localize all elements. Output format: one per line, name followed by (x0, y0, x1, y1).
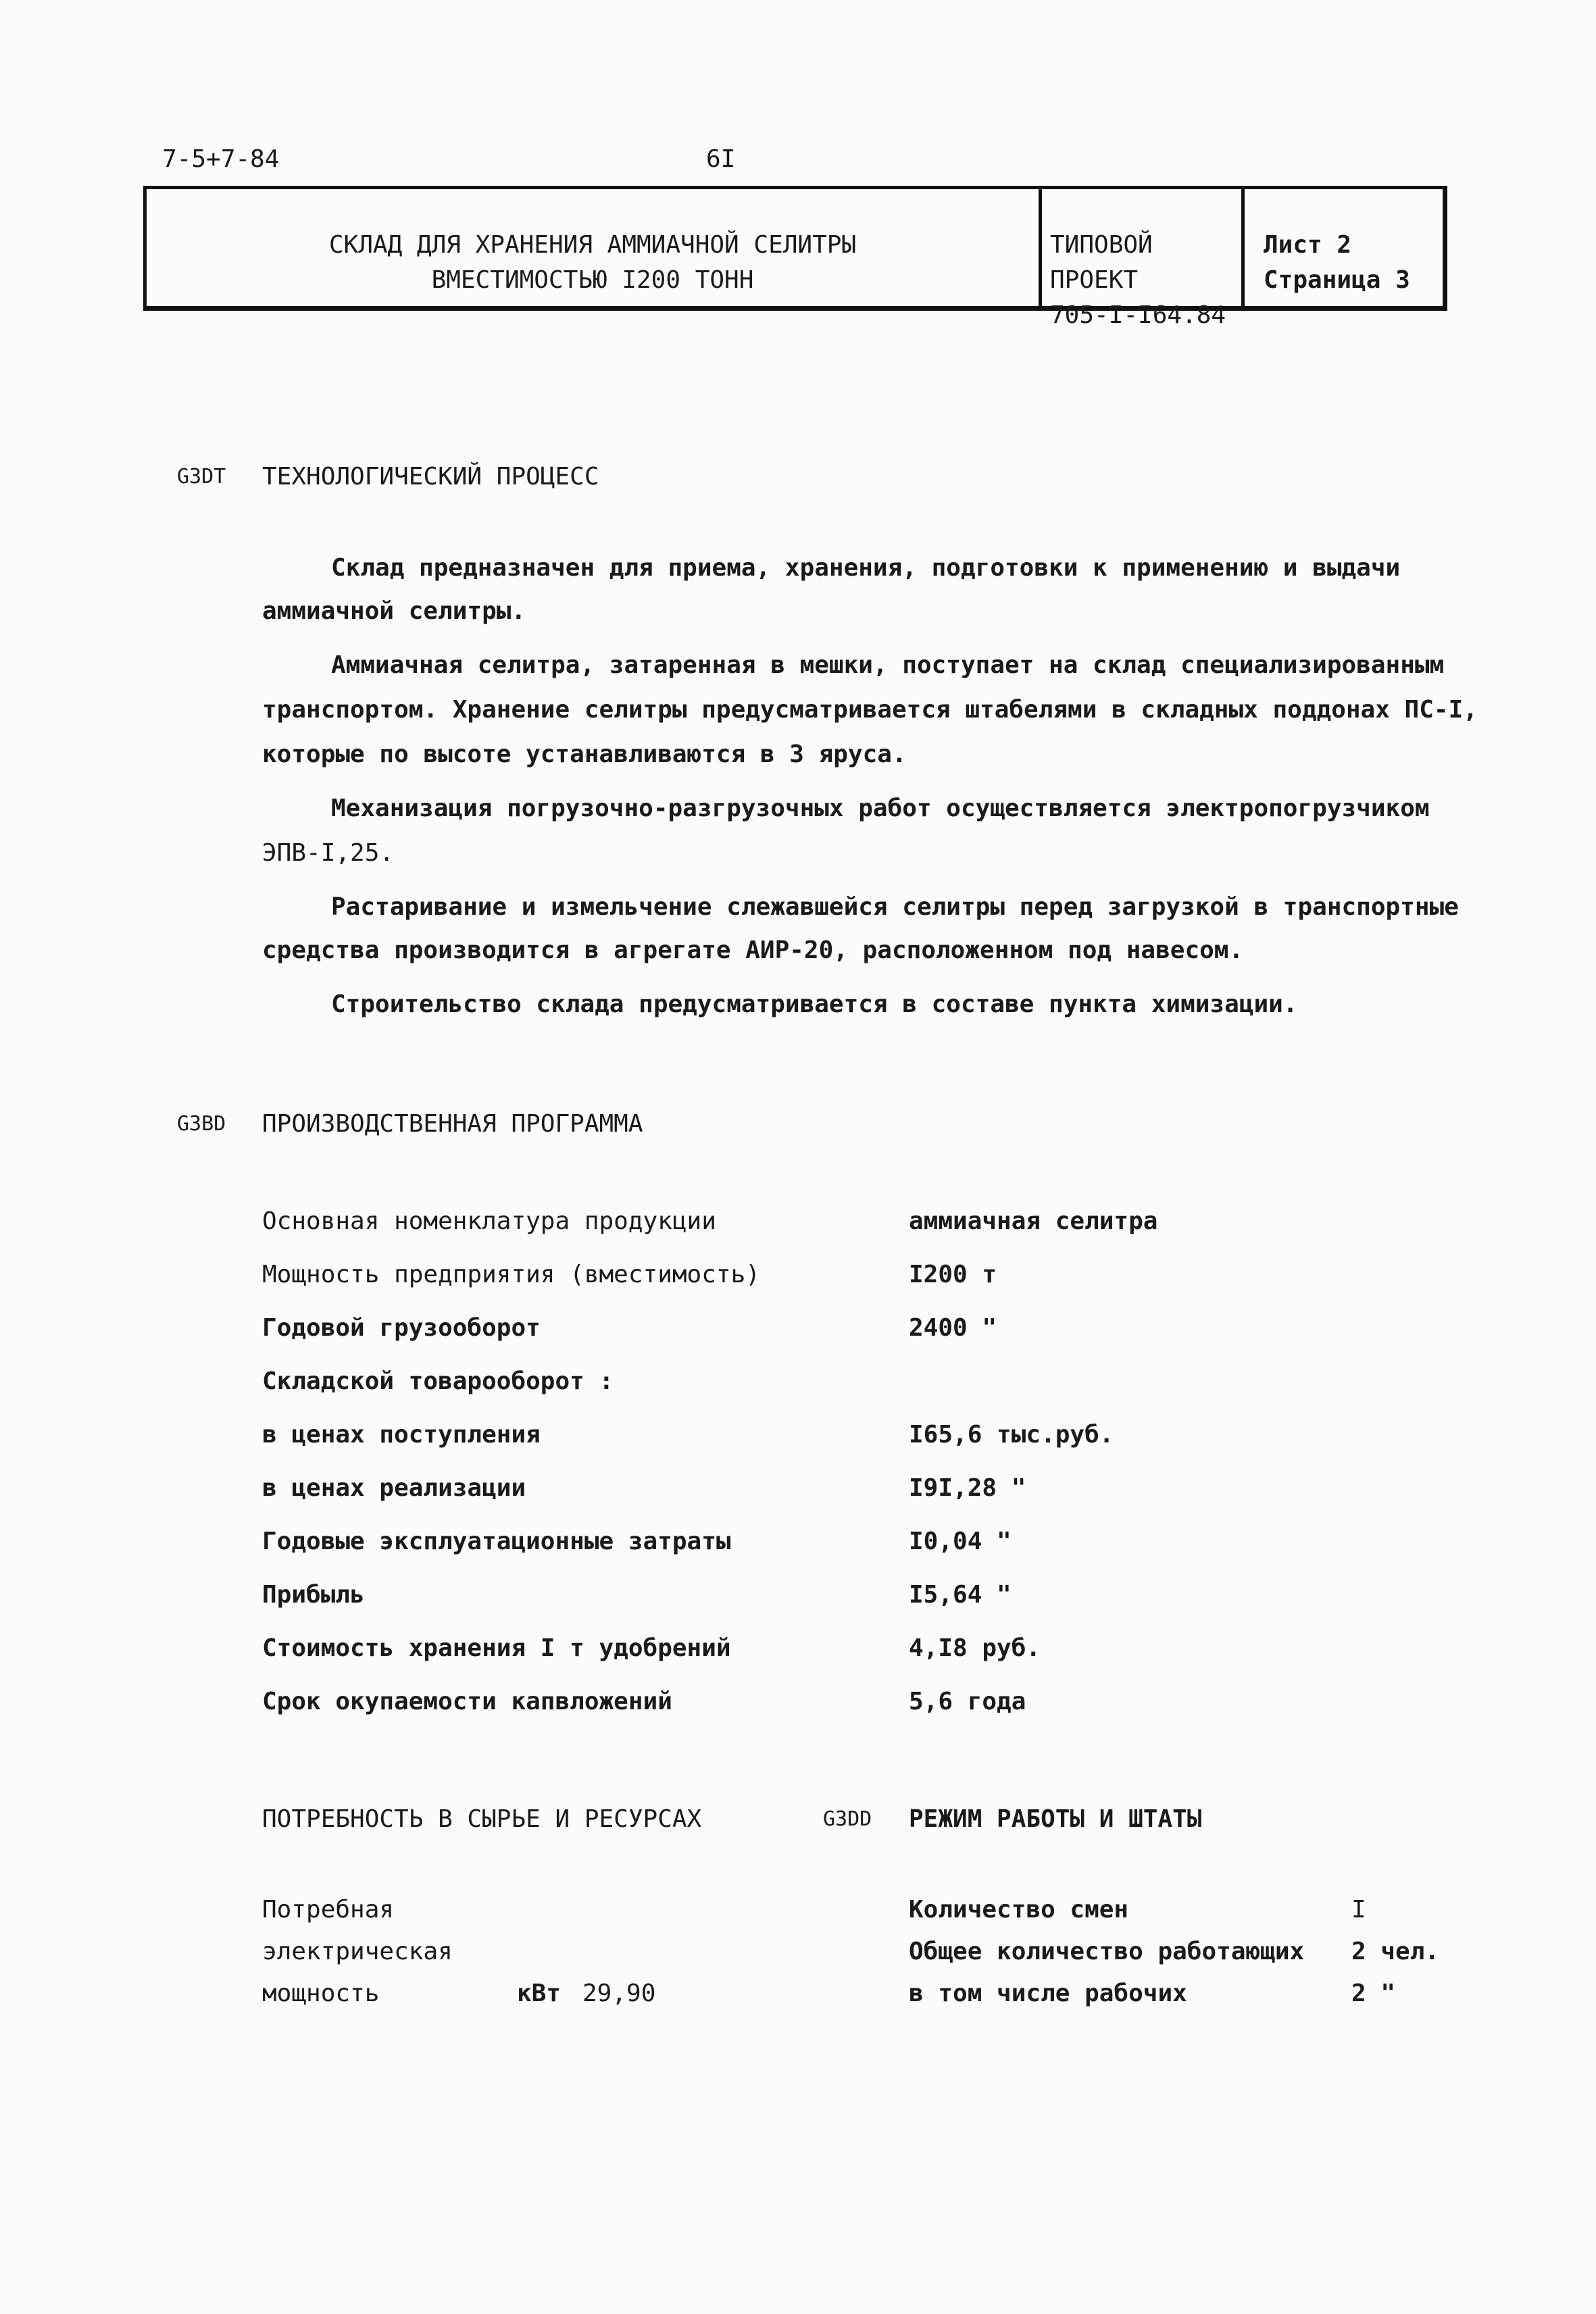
resources-line-1: Потребная (262, 1896, 395, 1923)
page-label: Страница 3 (1264, 266, 1410, 294)
paragraph-1-line-2: аммиачной селитры. (262, 597, 526, 625)
title-cell (147, 189, 1042, 306)
program-value-6: I9I,28 " (909, 1474, 1026, 1502)
program-label-8: Прибыль (262, 1581, 365, 1609)
program-value-2: I200 т (909, 1261, 997, 1288)
sheet-cell (1245, 189, 1447, 306)
paragraph-4-line-1: Растаривание и измельчение слежавшейся селитры перед загрузкой в транспортные (331, 893, 1459, 921)
staff-label-3: в том числе рабочих (909, 1980, 1187, 2007)
staff-label-2: Общее количество работающих (909, 1938, 1305, 1965)
paragraph-3-line-2: ЭПВ-I,25. (262, 839, 395, 867)
resources-line-2: электрическая (262, 1938, 453, 1965)
staff-value-3: 2 " (1351, 1980, 1396, 2007)
program-label-7: Годовые эксплуатационные затраты (262, 1528, 731, 1555)
document-code: 7-5+7-84 (162, 145, 280, 173)
paragraph-2-line-1: Аммиачная селитра, затаренная в мешки, поступает на склад специализированным (331, 651, 1445, 679)
section-heading-process: ТЕХНОЛОГИЧЕСКИЙ ПРОЦЕСС (262, 463, 599, 491)
paragraph-2-line-3: которые по высоте устанавливаются в 3 яруса. (262, 740, 907, 768)
program-label-1: Основная номенклатура продукции (262, 1207, 716, 1235)
resources-line-3: мощность (262, 1980, 380, 2007)
program-value-1: аммиачная селитра (909, 1207, 1158, 1235)
staff-label-1: Количество смен (909, 1896, 1129, 1923)
page-number: 6I (706, 145, 736, 173)
program-label-5: в ценах поступления (262, 1421, 541, 1449)
program-label-9: Стоимость хранения I т удобрений (262, 1634, 731, 1662)
paragraph-4-line-2: средства производится в агрегате АИР-20, расположенном под навесом. (262, 936, 1244, 964)
title-block (143, 186, 1447, 329)
program-label-3: Годовой грузооборот (262, 1314, 541, 1342)
staff-value-1: I (1351, 1896, 1366, 1923)
paragraph-5-line-1: Строительство склада предусматривается в составе пункта химизации. (331, 990, 1298, 1018)
staff-value-2: 2 чел. (1351, 1938, 1440, 1965)
section-code-staff: G3DD (823, 1807, 872, 1831)
program-value-3: 2400 " (909, 1314, 997, 1342)
program-value-9: 4,I8 руб. (909, 1634, 1041, 1662)
section-heading-resources: ПОТРЕБНОСТЬ В СЫРЬЕ И РЕСУРСАХ (262, 1805, 702, 1833)
paragraph-2-line-2: транспортом. Хранение селитры предусматривается штабелями в складных поддонах ПС-I, (262, 696, 1478, 724)
program-value-7: I0,04 " (909, 1528, 1012, 1555)
project-cell (1042, 189, 1245, 329)
section-heading-program: ПРОИЗВОДСТВЕННАЯ ПРОГРАММА (262, 1110, 643, 1138)
title-line-1: СКЛАД ДЛЯ ХРАНЕНИЯ АММИАЧНОЙ СЕЛИТРЫ (328, 231, 857, 259)
program-label-10: Срок окупаемости капвложений (262, 1688, 672, 1715)
project-label: ТИПОВОЙ ПРОЕКТ (1050, 231, 1153, 294)
program-label-4: Складской товарооборот : (262, 1367, 614, 1395)
program-value-8: I5,64 " (909, 1581, 1012, 1609)
project-number: 705-I-I64.84 (1050, 301, 1226, 329)
resources-unit: кВт (517, 1980, 562, 2007)
section-code-process: G3DT (177, 465, 226, 488)
sheet-label: Лист 2 (1264, 231, 1352, 259)
program-label-2: Мощность предприятия (вместимость) (262, 1261, 760, 1288)
title-line-2: ВМЕСТИМОСТЬЮ I200 ТОНН (431, 266, 754, 294)
section-code-program: G3BD (177, 1112, 226, 1136)
paragraph-3-line-1: Механизация погрузочно-разгрузочных работ осуществляется электропогрузчиком (331, 795, 1430, 822)
section-heading-staff: РЕЖИМ РАБОТЫ И ШТАТЫ (909, 1805, 1202, 1833)
program-value-5: I65,6 тыс.руб. (909, 1421, 1114, 1449)
paragraph-1-line-1: Склад предназначен для приема, хранения, подготовки к применению и выдачи (331, 554, 1401, 582)
resources-value: 29,90 (582, 1980, 656, 2007)
program-value-10: 5,6 года (909, 1688, 1026, 1715)
program-label-6: в ценах реализации (262, 1474, 526, 1502)
